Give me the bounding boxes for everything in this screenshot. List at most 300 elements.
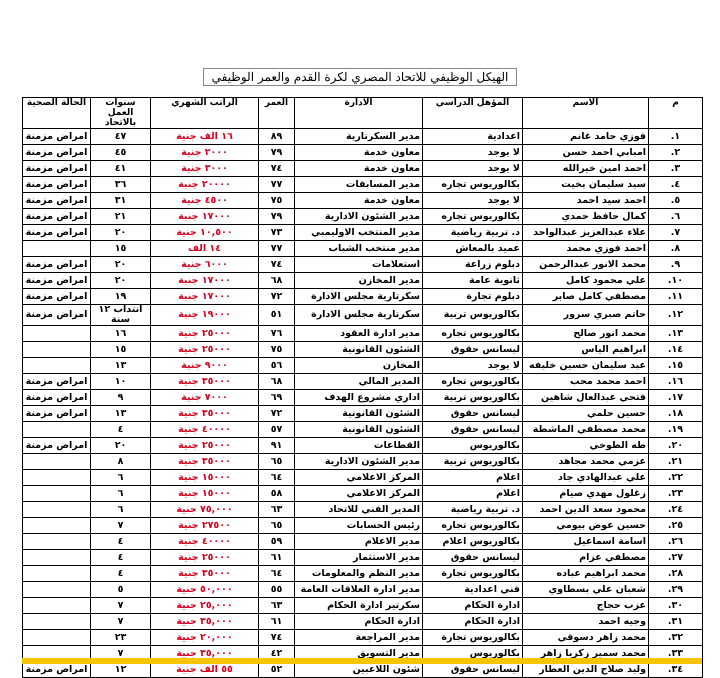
table-row xyxy=(23,129,703,145)
years-of-service-cell: ٤ xyxy=(91,534,151,550)
row-number-cell: .٢٧ xyxy=(649,550,703,566)
years-of-service-cell: ٢٣ xyxy=(91,630,151,646)
table-row xyxy=(23,598,703,614)
qualification-cell: بكالوريوس تجاره xyxy=(423,177,523,193)
monthly-salary-cell: ٢٥٠٠٠ جنية xyxy=(151,326,259,342)
administration-cell: مدير الاستثمار xyxy=(295,550,423,566)
health-status-cell xyxy=(23,422,91,438)
employee-name-cell: كمال حافظ حمدي xyxy=(523,209,649,225)
age-cell: ٦١ xyxy=(259,614,295,630)
administration-cell: معاون خدمة xyxy=(295,193,423,209)
health-status-cell xyxy=(23,241,91,257)
employee-name-cell: مصطفي عزام xyxy=(523,550,649,566)
row-number-cell: .٨ xyxy=(649,241,703,257)
table-row xyxy=(23,305,703,326)
years-of-service-cell: ١٣ xyxy=(91,406,151,422)
employee-name-cell: وليد صلاح الدين العطار xyxy=(523,662,649,678)
administration-cell: المدير المالي xyxy=(295,374,423,390)
bottom-highlight-bar xyxy=(22,658,702,664)
row-number-cell: .١٩ xyxy=(649,422,703,438)
years-of-service-cell: ٢١ xyxy=(91,209,151,225)
years-of-service-cell: ٩ xyxy=(91,390,151,406)
table-row xyxy=(23,454,703,470)
qualification-cell: بكالوريوس تجاره xyxy=(423,209,523,225)
qualification-cell: دبلوم تجارة xyxy=(423,289,523,305)
qualification-cell: عميد بالمعاش xyxy=(423,241,523,257)
years-of-service-cell: ٧ xyxy=(91,614,151,630)
employee-name-cell: زغلول مهدي صيام xyxy=(523,486,649,502)
monthly-salary-cell: ٣٥٠٠٠ جنية xyxy=(151,374,259,390)
monthly-salary-cell: ١٤ الف xyxy=(151,241,259,257)
health-status-cell xyxy=(23,550,91,566)
administration-cell: مدير المراجعة xyxy=(295,630,423,646)
employee-name-cell: عزب حجاج xyxy=(523,598,649,614)
administration-cell: مدير منتخب الشباب xyxy=(295,241,423,257)
health-status-cell: امراض مزمنة xyxy=(23,129,91,145)
table-row xyxy=(23,438,703,454)
header-row xyxy=(23,98,703,129)
qualification-cell: ليسانس حقوق xyxy=(423,342,523,358)
administration-cell: سكرتارية مجلس الادارة xyxy=(295,289,423,305)
age-cell: ٦٤ xyxy=(259,470,295,486)
qualification-cell: بكالوريوس تجارة xyxy=(423,630,523,646)
health-status-cell xyxy=(23,486,91,502)
health-status-cell: امراض مزمنة xyxy=(23,390,91,406)
years-of-service-cell: ٤٥ xyxy=(91,145,151,161)
table-row xyxy=(23,177,703,193)
monthly-salary-cell: ٢٠٠٠٠ جنية xyxy=(151,177,259,193)
qualification-cell: بكالوريوس xyxy=(423,646,523,662)
administration-cell: مدير المخازن xyxy=(295,273,423,289)
header-years: سنوات العمل بالاتحاد xyxy=(91,98,151,129)
row-number-cell: .١٠ xyxy=(649,273,703,289)
qualification-cell: فني اعدادية xyxy=(423,582,523,598)
employee-name-cell: علي عبدالهادي جاد xyxy=(523,470,649,486)
health-status-cell xyxy=(23,502,91,518)
table-row xyxy=(23,550,703,566)
qualification-cell: ليسانس حقوق xyxy=(423,422,523,438)
qualification-cell: بكالوريوس تربية xyxy=(423,305,523,326)
row-number-cell: .٢٥ xyxy=(649,518,703,534)
table-row xyxy=(23,406,703,422)
row-number-cell: .٢٢ xyxy=(649,470,703,486)
monthly-salary-cell: ٦٠٠٠ جنية xyxy=(151,257,259,273)
employee-name-cell: علي محمود كامل xyxy=(523,273,649,289)
employee-name-cell: احمد فوزي محمد xyxy=(523,241,649,257)
years-of-service-cell: ٤ xyxy=(91,422,151,438)
row-number-cell: .١٥ xyxy=(649,358,703,374)
row-number-cell: .١ xyxy=(649,129,703,145)
employee-name-cell: عبد سليمان حسين خليفه xyxy=(523,358,649,374)
row-number-cell: .٣ xyxy=(649,161,703,177)
employee-name-cell: احمد سيد احمد xyxy=(523,193,649,209)
years-of-service-cell: ٢٠ xyxy=(91,438,151,454)
age-cell: ٧٤ xyxy=(259,161,295,177)
employee-name-cell: طه الطوخي xyxy=(523,438,649,454)
years-of-service-cell: ٤ xyxy=(91,566,151,582)
table-row xyxy=(23,193,703,209)
row-number-cell: .٩ xyxy=(649,257,703,273)
years-of-service-cell: ١٢ xyxy=(91,662,151,678)
administration-cell: رئيس الحسابات xyxy=(295,518,423,534)
qualification-cell: لا يوجد xyxy=(423,145,523,161)
row-number-cell: .١٨ xyxy=(649,406,703,422)
employee-name-cell: مصطفي كامل صابر xyxy=(523,289,649,305)
table-row xyxy=(23,374,703,390)
row-number-cell: .٣٣ xyxy=(649,646,703,662)
health-status-cell: امراض مزمنة xyxy=(23,438,91,454)
monthly-salary-cell: ١٠,٥٠٠ جنية xyxy=(151,225,259,241)
years-of-service-cell: ٣٦ xyxy=(91,177,151,193)
health-status-cell xyxy=(23,518,91,534)
health-status-cell xyxy=(23,454,91,470)
table-row xyxy=(23,161,703,177)
monthly-salary-cell: ٣٥,٠٠٠ جنية xyxy=(151,614,259,630)
administration-cell: مدير السكرتارية xyxy=(295,129,423,145)
monthly-salary-cell: ١٥٠٠٠ جنية xyxy=(151,486,259,502)
table-row xyxy=(23,614,703,630)
qualification-cell: بكالوريوس تجاره xyxy=(423,326,523,342)
years-of-service-cell: ٦ xyxy=(91,486,151,502)
monthly-salary-cell: ٧٥,٠٠٠ جنية xyxy=(151,502,259,518)
monthly-salary-cell: ٣٠٠٠ جنية xyxy=(151,161,259,177)
row-number-cell: .٢١ xyxy=(649,454,703,470)
monthly-salary-cell: ١٧٠٠٠ جنية xyxy=(151,209,259,225)
header-administration: الادارة xyxy=(295,98,423,129)
monthly-salary-cell: ٣٥٠٠٠ جنية xyxy=(151,454,259,470)
age-cell: ٥٧ xyxy=(259,422,295,438)
age-cell: ٧٩ xyxy=(259,145,295,161)
years-of-service-cell: ٢٠ xyxy=(91,273,151,289)
health-status-cell xyxy=(23,630,91,646)
employee-name-cell: ابراهيم الياس xyxy=(523,342,649,358)
years-of-service-cell: ٢٠ xyxy=(91,225,151,241)
table-row xyxy=(23,502,703,518)
age-cell: ٥٦ xyxy=(259,358,295,374)
years-of-service-cell: ٤٧ xyxy=(91,129,151,145)
employee-name-cell: فتحي عبدالعال شاهين xyxy=(523,390,649,406)
monthly-salary-cell: ٣٥٠٠٠ جنية xyxy=(151,566,259,582)
age-cell: ٥٨ xyxy=(259,486,295,502)
administration-cell: سكرتير ادارة الحكام xyxy=(295,598,423,614)
age-cell: ٥٢ xyxy=(259,662,295,678)
years-of-service-cell: ١٠ xyxy=(91,374,151,390)
administration-cell: مدير المسابقات xyxy=(295,177,423,193)
table-row xyxy=(23,422,703,438)
health-status-cell: امراض مزمنة xyxy=(23,305,91,326)
qualification-cell: دبلوم زراعة xyxy=(423,257,523,273)
qualification-cell: اعدادية xyxy=(423,129,523,145)
monthly-salary-cell: ٢٠٠٠ جنية xyxy=(151,145,259,161)
years-of-service-cell: ١٥ xyxy=(91,241,151,257)
qualification-cell: لا يوجد xyxy=(423,358,523,374)
administration-cell: مدير المنتخب الاوليمبي xyxy=(295,225,423,241)
header-health: الحالة الصحية xyxy=(23,98,91,129)
health-status-cell: امراض مزمنة xyxy=(23,289,91,305)
table-row xyxy=(23,566,703,582)
qualification-cell: ادارة الحكام xyxy=(423,614,523,630)
employee-name-cell: محمد انور صالح xyxy=(523,326,649,342)
administration-cell: مدير الاعلام xyxy=(295,534,423,550)
health-status-cell xyxy=(23,470,91,486)
health-status-cell: امراض مزمنة xyxy=(23,406,91,422)
employee-name-cell: اسامة اسماعيل xyxy=(523,534,649,550)
row-number-cell: .٣٢ xyxy=(649,630,703,646)
monthly-salary-cell: ٤٠٠٠٠ جنية xyxy=(151,422,259,438)
employee-name-cell: احمد امين خيرالله xyxy=(523,161,649,177)
qualification-cell: بكالوريوس اعلام xyxy=(423,534,523,550)
age-cell: ٩١ xyxy=(259,438,295,454)
years-of-service-cell: ٣١ xyxy=(91,193,151,209)
years-of-service-cell: ٧ xyxy=(91,518,151,534)
administration-cell: الشئون القانونية xyxy=(295,406,423,422)
qualification-cell: لا يوجد xyxy=(423,193,523,209)
qualification-cell: لا يوجد xyxy=(423,161,523,177)
administration-cell: مدير الشئون الادارية xyxy=(295,209,423,225)
monthly-salary-cell: ٩٠٠٠ جنية xyxy=(151,358,259,374)
administration-cell: المخازن xyxy=(295,358,423,374)
table-row xyxy=(23,518,703,534)
health-status-cell xyxy=(23,534,91,550)
administration-cell: مدير الشئون الادارية xyxy=(295,454,423,470)
employee-name-cell: شعبان علي بسطاوي xyxy=(523,582,649,598)
administration-cell: مدير النظم والمعلومات xyxy=(295,566,423,582)
age-cell: ٥٩ xyxy=(259,534,295,550)
employee-name-cell: علاء عبدالعزيز عبدالواحد xyxy=(523,225,649,241)
header-salary: الراتب الشهري xyxy=(151,98,259,129)
qualification-cell: ليسانس حقوق xyxy=(423,662,523,678)
age-cell: ٧٥ xyxy=(259,342,295,358)
years-of-service-cell: ٦ xyxy=(91,470,151,486)
health-status-cell: امراض مزمنة xyxy=(23,225,91,241)
health-status-cell: امراض مزمنة xyxy=(23,257,91,273)
table-row xyxy=(23,358,703,374)
years-of-service-cell: ١٦ xyxy=(91,326,151,342)
administration-cell: مدير التسويق xyxy=(295,646,423,662)
employee-name-cell: وجيه احمد xyxy=(523,614,649,630)
age-cell: ٧٤ xyxy=(259,630,295,646)
row-number-cell: .٢٣ xyxy=(649,486,703,502)
age-cell: ٧٢ xyxy=(259,289,295,305)
monthly-salary-cell: ٢٥٠٠٠ جنية xyxy=(151,550,259,566)
monthly-salary-cell: ٣٥٠٠٠ جنية xyxy=(151,406,259,422)
qualification-cell: اعلام xyxy=(423,470,523,486)
row-number-cell: .٦ xyxy=(649,209,703,225)
age-cell: ٦٣ xyxy=(259,598,295,614)
qualification-cell: بكالوريوس تربية xyxy=(423,454,523,470)
qualification-cell: د. تربية رياضية xyxy=(423,225,523,241)
years-of-service-cell: ٧ xyxy=(91,646,151,662)
health-status-cell: امراض مزمنة xyxy=(23,209,91,225)
monthly-salary-cell: ٤٥٠٠ جنية xyxy=(151,193,259,209)
monthly-salary-cell: ١٦ الف جنية xyxy=(151,129,259,145)
health-status-cell: امراض مزمنة xyxy=(23,193,91,209)
years-of-service-cell: ٤١ xyxy=(91,161,151,177)
row-number-cell: .٢٩ xyxy=(649,582,703,598)
row-number-cell: .٢٠ xyxy=(649,438,703,454)
monthly-salary-cell: ٤٠٠٠٠ جنية xyxy=(151,534,259,550)
qualification-cell: بكالوريوس تجاره xyxy=(423,518,523,534)
table-row xyxy=(23,534,703,550)
table-row xyxy=(23,289,703,305)
administration-cell: شئون اللاعبين xyxy=(295,662,423,678)
monthly-salary-cell: ١٧٠٠٠ جنية xyxy=(151,289,259,305)
administration-cell: سكرتارية مجلس الادارة xyxy=(295,305,423,326)
table-body xyxy=(23,129,703,678)
employee-name-cell: محمد سمير زكريا زاهر xyxy=(523,646,649,662)
title-wrap xyxy=(0,66,720,86)
table-row xyxy=(23,273,703,289)
health-status-cell: امراض مزمنة xyxy=(23,273,91,289)
age-cell: ٧٧ xyxy=(259,241,295,257)
qualification-cell: ليسانس حقوق xyxy=(423,406,523,422)
health-status-cell xyxy=(23,358,91,374)
years-of-service-cell: ١٥ xyxy=(91,342,151,358)
employee-name-cell: محمد زاهر دسوقي xyxy=(523,630,649,646)
staff-table xyxy=(22,97,703,678)
employee-name-cell: امبابي احمد حسن xyxy=(523,145,649,161)
health-status-cell: امراض مزمنة xyxy=(23,662,91,678)
administration-cell: استعلامات xyxy=(295,257,423,273)
administration-cell: المركز الاعلامي xyxy=(295,470,423,486)
row-number-cell: .٣٤ xyxy=(649,662,703,678)
age-cell: ٦٨ xyxy=(259,273,295,289)
administration-cell: المدير الفني للاتحاد xyxy=(295,502,423,518)
age-cell: ٧٧ xyxy=(259,177,295,193)
administration-cell: القطاعات xyxy=(295,438,423,454)
qualification-cell: اعلام xyxy=(423,486,523,502)
monthly-salary-cell: ٢٥٠٠٠ جنية xyxy=(151,438,259,454)
employee-name-cell: محمد ابراهيم عباده xyxy=(523,566,649,582)
row-number-cell: .٧ xyxy=(649,225,703,241)
age-cell: ٦١ xyxy=(259,550,295,566)
administration-cell: الشئون القانونية xyxy=(295,422,423,438)
table-container xyxy=(22,97,702,678)
years-of-service-cell: انتداب ١٢ سنة xyxy=(91,305,151,326)
age-cell: ٧٥ xyxy=(259,193,295,209)
table-row xyxy=(23,582,703,598)
health-status-cell: امراض مزمنة xyxy=(23,374,91,390)
administration-cell: الشئون القانونية xyxy=(295,342,423,358)
employee-name-cell: فوزي حامد غانم xyxy=(523,129,649,145)
employee-name-cell: محمود سعد الدين احمد xyxy=(523,502,649,518)
row-number-cell: .٥ xyxy=(649,193,703,209)
administration-cell: معاون خدمة xyxy=(295,161,423,177)
header-name: الاسم xyxy=(523,98,649,129)
qualification-cell: د. تربية رياضية xyxy=(423,502,523,518)
years-of-service-cell: ٧ xyxy=(91,598,151,614)
row-number-cell: .٢ xyxy=(649,145,703,161)
employee-name-cell: محمد الانور عبدالرحمن xyxy=(523,257,649,273)
monthly-salary-cell: ١٧٠٠٠ جنية xyxy=(151,273,259,289)
row-number-cell: .١٣ xyxy=(649,326,703,342)
age-cell: ٥١ xyxy=(259,305,295,326)
monthly-salary-cell: ١٩٠٠٠ جنية xyxy=(151,305,259,326)
monthly-salary-cell: ٣٥,٠٠٠ جنية xyxy=(151,646,259,662)
row-number-cell: .١٧ xyxy=(649,390,703,406)
age-cell: ٧٩ xyxy=(259,209,295,225)
health-status-cell xyxy=(23,566,91,582)
health-status-cell xyxy=(23,598,91,614)
health-status-cell xyxy=(23,582,91,598)
age-cell: ٧٦ xyxy=(259,326,295,342)
age-cell: ٦٣ xyxy=(259,502,295,518)
age-cell: ٤٢ xyxy=(259,646,295,662)
table-row xyxy=(23,342,703,358)
row-number-cell: .٤ xyxy=(649,177,703,193)
health-status-cell: امراض مزمنة xyxy=(23,145,91,161)
table-row xyxy=(23,390,703,406)
qualification-cell: ثانوية عامة xyxy=(423,273,523,289)
header-age: العمر xyxy=(259,98,295,129)
row-number-cell: .٢٨ xyxy=(649,566,703,582)
health-status-cell: امراض مزمنة xyxy=(23,161,91,177)
employee-name-cell: حاتم صبري سرور xyxy=(523,305,649,326)
age-cell: ٨٩ xyxy=(259,129,295,145)
qualification-cell: بكالوريوس تجاره xyxy=(423,374,523,390)
employee-name-cell: احمد محمد محب xyxy=(523,374,649,390)
row-number-cell: .٢٤ xyxy=(649,502,703,518)
employee-name-cell: سيد سليمان بخيت xyxy=(523,177,649,193)
monthly-salary-cell: ٢٧٥٠٠ جنية xyxy=(151,518,259,534)
header-num: م xyxy=(649,98,703,129)
table-row xyxy=(23,470,703,486)
row-number-cell: .٢٦ xyxy=(649,534,703,550)
qualification-cell: ادارة الحكام xyxy=(423,598,523,614)
years-of-service-cell: ٦ xyxy=(91,502,151,518)
monthly-salary-cell: ٢٥٠٠٠ جنية xyxy=(151,342,259,358)
table-row xyxy=(23,630,703,646)
qualification-cell: بكالوريوس تجارة xyxy=(423,566,523,582)
qualification-cell: ليسانس حقوق xyxy=(423,550,523,566)
employee-name-cell: عزمي محمد مجاهد xyxy=(523,454,649,470)
table-row xyxy=(23,257,703,273)
administration-cell: مدير ادارة العلاقات العامة xyxy=(295,582,423,598)
qualification-cell: بكالوريوس xyxy=(423,438,523,454)
age-cell: ٧٢ xyxy=(259,406,295,422)
administration-cell: ادارة الحكام xyxy=(295,614,423,630)
administration-cell: مدير ادارة العقود xyxy=(295,326,423,342)
age-cell: ٦٤ xyxy=(259,566,295,582)
monthly-salary-cell: ٢٠,٠٠٠ جنية xyxy=(151,630,259,646)
age-cell: ٦٩ xyxy=(259,390,295,406)
table-row xyxy=(23,209,703,225)
monthly-salary-cell: ٥٠,٠٠٠ جنية xyxy=(151,582,259,598)
row-number-cell: .٣١ xyxy=(649,614,703,630)
health-status-cell: امراض مزمنة xyxy=(23,177,91,193)
table-row xyxy=(23,241,703,257)
age-cell: ٦٥ xyxy=(259,518,295,534)
monthly-salary-cell: ٥٥ الف جنية xyxy=(151,662,259,678)
monthly-salary-cell: ٧٠٠٠ جنية xyxy=(151,390,259,406)
document-title: الهيكل الوظيفي للاتحاد المصري لكرة القدم والعمر الوظيفي xyxy=(203,68,518,86)
row-number-cell: .١٢ xyxy=(649,305,703,326)
years-of-service-cell: ١٩ xyxy=(91,289,151,305)
age-cell: ٦٨ xyxy=(259,374,295,390)
row-number-cell: .٣٠ xyxy=(649,598,703,614)
years-of-service-cell: ٢٠ xyxy=(91,257,151,273)
age-cell: ٦٥ xyxy=(259,454,295,470)
table-row xyxy=(23,225,703,241)
table-row xyxy=(23,326,703,342)
row-number-cell: .١٤ xyxy=(649,342,703,358)
age-cell: ٧٤ xyxy=(259,257,295,273)
years-of-service-cell: ١٣ xyxy=(91,358,151,374)
health-status-cell xyxy=(23,342,91,358)
administration-cell: اداري مشروع الهدف xyxy=(295,390,423,406)
monthly-salary-cell: ١٥٠٠٠ جنية xyxy=(151,470,259,486)
table-row xyxy=(23,145,703,161)
